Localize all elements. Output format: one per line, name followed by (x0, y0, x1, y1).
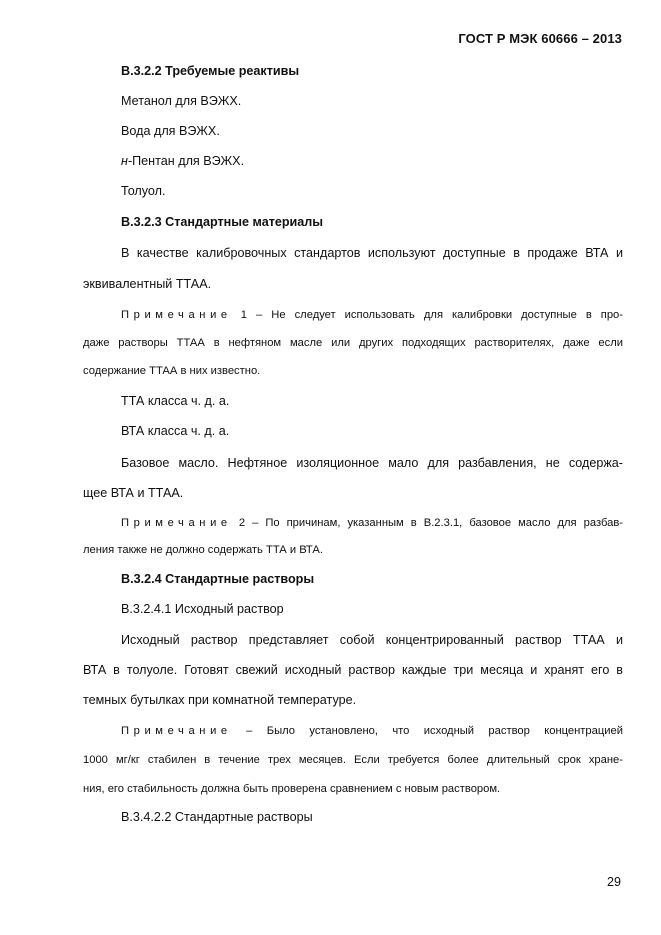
note-3-line (121, 723, 623, 739)
note-3-line: ния, его стабильность должна быть проверена сравнением с новым раствором. (83, 783, 501, 795)
section-number: B.3.2.2 (121, 64, 162, 78)
paragraph-line: щее ВТА и ТТАА. (83, 486, 184, 500)
note-2-line (121, 515, 623, 531)
reagent-pentane (121, 153, 623, 169)
note-2-line: ления также не должно содержать ТТА и ВТА. (83, 544, 323, 556)
note-text: 2 – По причинам, указанным в В.2.3.1, базовое масло для разбав- (238, 517, 624, 529)
paragraph-line: В качестве калибровочных стандартов используют доступные в продаже ВТА и (121, 246, 623, 260)
note-1-line: содержание ТТАА в них известно. (83, 365, 261, 377)
material-bta: ВТА класса ч. д. а. (121, 424, 230, 438)
note-1-line (121, 307, 623, 323)
note-text: – Было установлено, что исходный раствор концентрацией (246, 725, 624, 737)
reagent-toluene: Толуол. (121, 184, 166, 198)
section-heading-b3-2-4 (121, 571, 623, 587)
page-number: 29 (606, 875, 621, 889)
material-tta: ТТА класса ч. д. а. (121, 394, 230, 408)
paragraph-line: Базовое масло. Нефтяное изоляционное мало для разбавления, не содержа- (121, 456, 623, 470)
note-label: Примечание (121, 309, 232, 321)
section-title: Стандартные растворы (165, 572, 315, 586)
note-text: 1 – Не следует использовать для калибровки доступные в про- (240, 309, 624, 321)
paragraph-line: Исходный раствор представляет собой концентрированный раствор ТТАА и (121, 633, 623, 647)
section-title: Стандартные материалы (165, 215, 324, 229)
subsection-heading: В.3.4.2.2 Стандартные растворы (121, 810, 313, 824)
standard-header: ГОСТ Р МЭК 60666 – 2013 (458, 31, 622, 46)
note-label: Примечание (121, 517, 232, 529)
reagent-pentane-prefix: н (121, 154, 128, 168)
section-title: Требуемые реактивы (165, 64, 300, 78)
section-number: B.3.2.3 (121, 215, 162, 229)
section-heading-b3-2-2 (121, 63, 623, 79)
section-heading-b3-2-3 (121, 214, 623, 230)
reagent-methanol: Метанол для ВЭЖХ. (121, 94, 242, 108)
reagent-pentane-text: -Пентан для ВЭЖХ. (127, 154, 245, 168)
subsection-heading: В.3.2.4.1 Исходный раствор (121, 602, 284, 616)
reagent-water: Вода для ВЭЖХ. (121, 124, 220, 138)
note-3-line: 1000 мг/кг стабилен в течение трех месяцев. Если требуется более длительный срок хране- (83, 754, 623, 766)
paragraph-line: эквивалентный ТТАА. (83, 277, 212, 291)
note-1-line: даже растворы ТТАА в нефтяном масле или других подходящих растворителях, даже если (83, 337, 623, 349)
paragraph-line: темных бутылках при комнатной температуре. (83, 693, 357, 707)
note-label: Примечание (121, 725, 232, 737)
section-number: B.3.2.4 (121, 572, 162, 586)
paragraph-line: ВТА в толуоле. Готовят свежий исходный раствор каждые три месяца и хранят его в (83, 663, 623, 677)
